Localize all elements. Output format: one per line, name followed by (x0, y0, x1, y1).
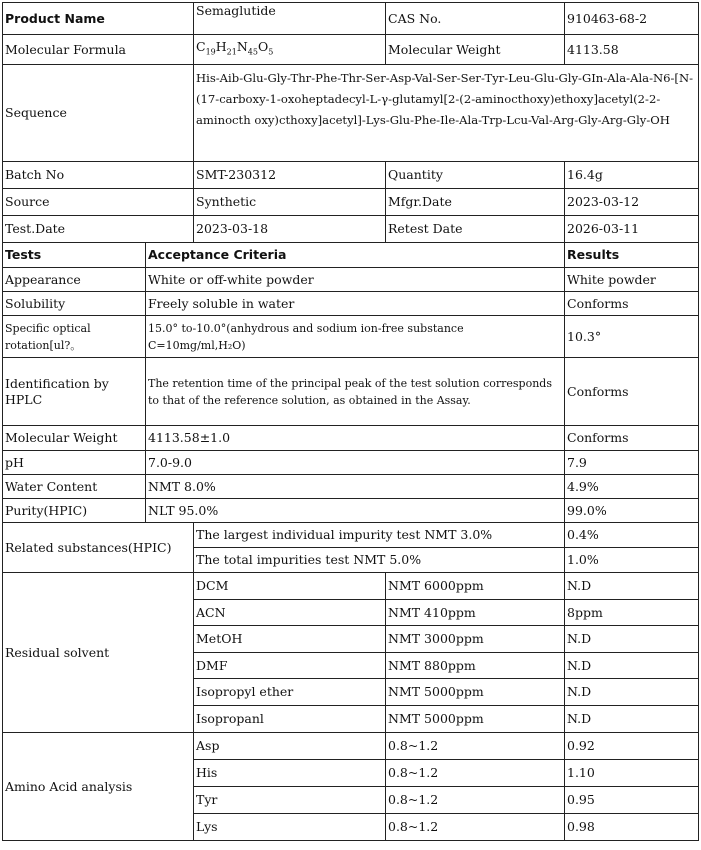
product-name-value: Semaglutide (194, 3, 386, 35)
related-row-1 (3, 523, 699, 548)
amino-name: Lys (194, 814, 386, 841)
purity-row (3, 499, 699, 523)
residual-result: N.D (565, 679, 699, 706)
amino-result: 0.98 (565, 814, 699, 841)
test-date-label: Test.Date (3, 216, 194, 243)
residual-row (3, 573, 699, 600)
ph-row (3, 451, 699, 475)
related-result-1: 0.4% (565, 523, 699, 548)
residual-label: Residual solvent (3, 573, 194, 733)
source-row (3, 189, 699, 216)
amino-row (3, 733, 699, 760)
mw-test: Molecular Weight (3, 426, 146, 451)
amino-name: His (194, 760, 386, 787)
test-date-value: 2023-03-18 (194, 216, 386, 243)
purity-test: Purity(HPIC) (3, 499, 146, 523)
ph-test: pH (3, 451, 146, 475)
amino-name: Tyr (194, 787, 386, 814)
results-header: Results (565, 243, 699, 268)
residual-limit: NMT 5000ppm (386, 679, 565, 706)
appearance-result: White powder (565, 268, 699, 292)
solubility-criteria: Freely soluble in water (146, 292, 565, 316)
source-value: Synthetic (194, 189, 386, 216)
batch-label: Batch No (3, 162, 194, 189)
related-criteria-1: The largest individual impurity test NMT 3.0% (194, 523, 565, 548)
cas-value: 910463-68-2 (565, 3, 699, 35)
hplc-row (3, 358, 699, 426)
purity-criteria: NLT 95.0% (146, 499, 565, 523)
residual-limit: NMT 5000ppm (386, 706, 565, 733)
amino-range: 0.8~1.2 (386, 733, 565, 760)
mw-value: 4113.58 (565, 35, 699, 65)
ph-criteria: 7.0-9.0 (146, 451, 565, 475)
solubility-row (3, 292, 699, 316)
residual-result: N.D (565, 626, 699, 653)
related-criteria-2: The total impurities test NMT 5.0% (194, 548, 565, 573)
residual-name: Isopropanl (194, 706, 386, 733)
residual-limit: NMT 410ppm (386, 600, 565, 626)
appearance-test: Appearance (3, 268, 146, 292)
coa-table (2, 2, 699, 841)
mw-criteria: 4113.58±1.0 (146, 426, 565, 451)
residual-result: 8ppm (565, 600, 699, 626)
batch-row (3, 162, 699, 189)
mw-label: Molecular Weight (386, 35, 565, 65)
related-result-2: 1.0% (565, 548, 699, 573)
formula-label: Molecular Formula (3, 35, 194, 65)
product-name-label: Product Name (3, 3, 194, 35)
hplc-test: Identification by HPLC (3, 358, 146, 426)
formula-value: $C_{19}H_{21}N_{45}O_5$ (194, 35, 386, 65)
residual-name: ACN (194, 600, 386, 626)
water-test: Water Content (3, 475, 146, 499)
quantity-value: 16.4g (565, 162, 699, 189)
tests-header: Tests (3, 243, 146, 268)
water-criteria: NMT 8.0% (146, 475, 565, 499)
residual-name: Isopropyl ether (194, 679, 386, 706)
retest-label: Retest Date (386, 216, 565, 243)
amino-label: Amino Acid analysis (3, 733, 194, 841)
solubility-result: Conforms (565, 292, 699, 316)
column-header-row (3, 243, 699, 268)
residual-limit: NMT 880ppm (386, 653, 565, 679)
mfgr-label: Mfgr.Date (386, 189, 565, 216)
appearance-criteria: White or off-white powder (146, 268, 565, 292)
residual-result: N.D (565, 706, 699, 733)
purity-result: 99.0% (565, 499, 699, 523)
residual-limit: NMT 3000ppm (386, 626, 565, 653)
residual-name: DCM (194, 573, 386, 600)
amino-name: Asp (194, 733, 386, 760)
amino-range: 0.8~1.2 (386, 760, 565, 787)
amino-range: 0.8~1.2 (386, 814, 565, 841)
residual-result: N.D (565, 653, 699, 679)
sequence-label: Sequence (3, 65, 194, 162)
amino-result: 1.10 (565, 760, 699, 787)
sequence-row (3, 65, 699, 162)
residual-limit: NMT 6000ppm (386, 573, 565, 600)
batch-value: SMT-230312 (194, 162, 386, 189)
test-date-row (3, 216, 699, 243)
hplc-result: Conforms (565, 358, 699, 426)
rotation-row (3, 316, 699, 358)
formula-row (3, 35, 699, 65)
mfgr-value: 2023-03-12 (565, 189, 699, 216)
mw-result: Conforms (565, 426, 699, 451)
water-row (3, 475, 699, 499)
rotation-test: Specific optical rotation[ul?。 (3, 316, 146, 358)
ph-result: 7.9 (565, 451, 699, 475)
quantity-label: Quantity (386, 162, 565, 189)
mw-test-row (3, 426, 699, 451)
residual-name: MetOH (194, 626, 386, 653)
related-test: Related substances(HPIC) (3, 523, 194, 573)
appearance-row (3, 268, 699, 292)
residual-name: DMF (194, 653, 386, 679)
amino-result: 0.92 (565, 733, 699, 760)
solubility-test: Solubility (3, 292, 146, 316)
criteria-header: Acceptance Criteria (146, 243, 565, 268)
amino-range: 0.8~1.2 (386, 787, 565, 814)
source-label: Source (3, 189, 194, 216)
cas-label: CAS No. (386, 3, 565, 35)
amino-result: 0.95 (565, 787, 699, 814)
water-result: 4.9% (565, 475, 699, 499)
retest-value: 2026-03-11 (565, 216, 699, 243)
rotation-result: 10.3° (565, 316, 699, 358)
residual-result: N.D (565, 573, 699, 600)
product-row (3, 3, 699, 35)
hplc-criteria: The retention time of the principal peak of the test solution corresponds to that of the reference solution, as obtained in the Assay. (146, 358, 565, 426)
sequence-value: His-Aib-Glu-Gly-Thr-Phe-Thr-Ser-Asp-Val-Ser-Ser-Tyr-Leu-Glu-Gly-GIn-Ala-Ala-N6-[N-(17-carboxy-1-oxoheptadecyl-L-γ-glutamyl[2-(2-aminocthoxy)ethoxy]acetyl(2-2-aminocth oxy)cthoxy]acetyl]-Lys-Glu-Phe-Ile-Ala-Trp-Lcu-Val-Arg-Gly-Arg-Gly-OH (194, 65, 699, 162)
rotation-criteria: 15.0° to-10.0°(anhydrous and sodium ion-free substance C=10mg/ml,H₂O) (146, 316, 565, 358)
